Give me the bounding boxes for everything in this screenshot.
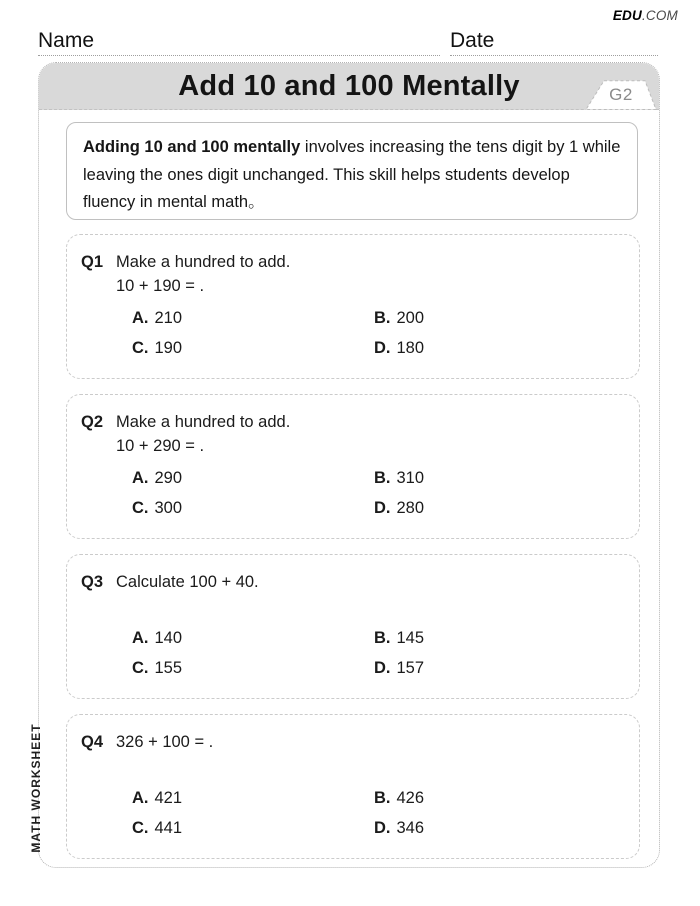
- header-fields: [38, 29, 658, 56]
- date-field[interactable]: [450, 29, 658, 56]
- intro-bold-text: Adding 10 and 100 mentally: [83, 138, 301, 156]
- option-c: C. 300: [132, 498, 183, 517]
- option-c: C. 441: [132, 818, 183, 837]
- question-2-number: Q2: [81, 413, 104, 431]
- question-4-number: Q4: [81, 733, 104, 751]
- question-4: [66, 714, 640, 859]
- question-4-prompt: 326 + 100 = .: [116, 733, 214, 751]
- option-a: A. 421: [132, 788, 183, 807]
- option-d: D. 180: [374, 338, 425, 357]
- site-logo-domain: .COM: [641, 8, 678, 23]
- option-c: C. 190: [132, 338, 183, 357]
- site-logo-bold: EDU: [612, 8, 642, 23]
- question-1: [66, 234, 640, 379]
- question-3-number: Q3: [81, 573, 104, 591]
- question-4-options: [67, 783, 639, 843]
- question-list: [66, 234, 640, 859]
- question-2-equation: 10 + 290 = .: [116, 437, 205, 455]
- question-2-prompt: Make a hundred to add.: [116, 413, 291, 431]
- question-1-options: [67, 303, 639, 363]
- grade-badge-label: G2: [609, 84, 633, 104]
- intro-box: [66, 122, 638, 220]
- question-1-prompt: Make a hundred to add.: [116, 253, 291, 271]
- name-label: Name: [38, 29, 95, 52]
- option-b: B. 426: [374, 788, 425, 807]
- option-d: D. 346: [374, 818, 425, 837]
- option-a: A. 210: [132, 308, 183, 327]
- option-d: D. 157: [374, 658, 425, 677]
- question-3-prompt: Calculate 100 + 40.: [116, 573, 259, 591]
- name-field[interactable]: [38, 29, 440, 56]
- option-c: C. 155: [132, 658, 183, 677]
- question-3: [66, 554, 640, 699]
- option-b: B. 200: [374, 308, 425, 327]
- option-a: A. 140: [132, 628, 183, 647]
- question-1-equation: 10 + 190 = .: [116, 277, 205, 295]
- option-b: B. 145: [374, 628, 425, 647]
- worksheet-side-label: MATH WORKSHEET: [29, 723, 43, 853]
- question-2: [66, 394, 640, 539]
- question-3-options: [67, 623, 639, 683]
- date-label: Date: [450, 29, 495, 52]
- option-b: B. 310: [374, 468, 425, 487]
- worksheet-title-bar: [39, 63, 659, 110]
- option-a: A. 290: [132, 468, 183, 487]
- question-2-options: [67, 463, 639, 523]
- page-title: Add 10 and 100 Mentally: [178, 69, 520, 102]
- question-1-number: Q1: [81, 253, 104, 271]
- option-d: D. 280: [374, 498, 425, 517]
- intro-text: involves increasing the tens digit by 1 while leaving the ones digit unchanged. This skill helps students develop fluency in mental math。: [83, 138, 621, 211]
- grade-badge: [585, 80, 657, 110]
- worksheet-card: [38, 62, 660, 868]
- site-logo: [613, 8, 678, 23]
